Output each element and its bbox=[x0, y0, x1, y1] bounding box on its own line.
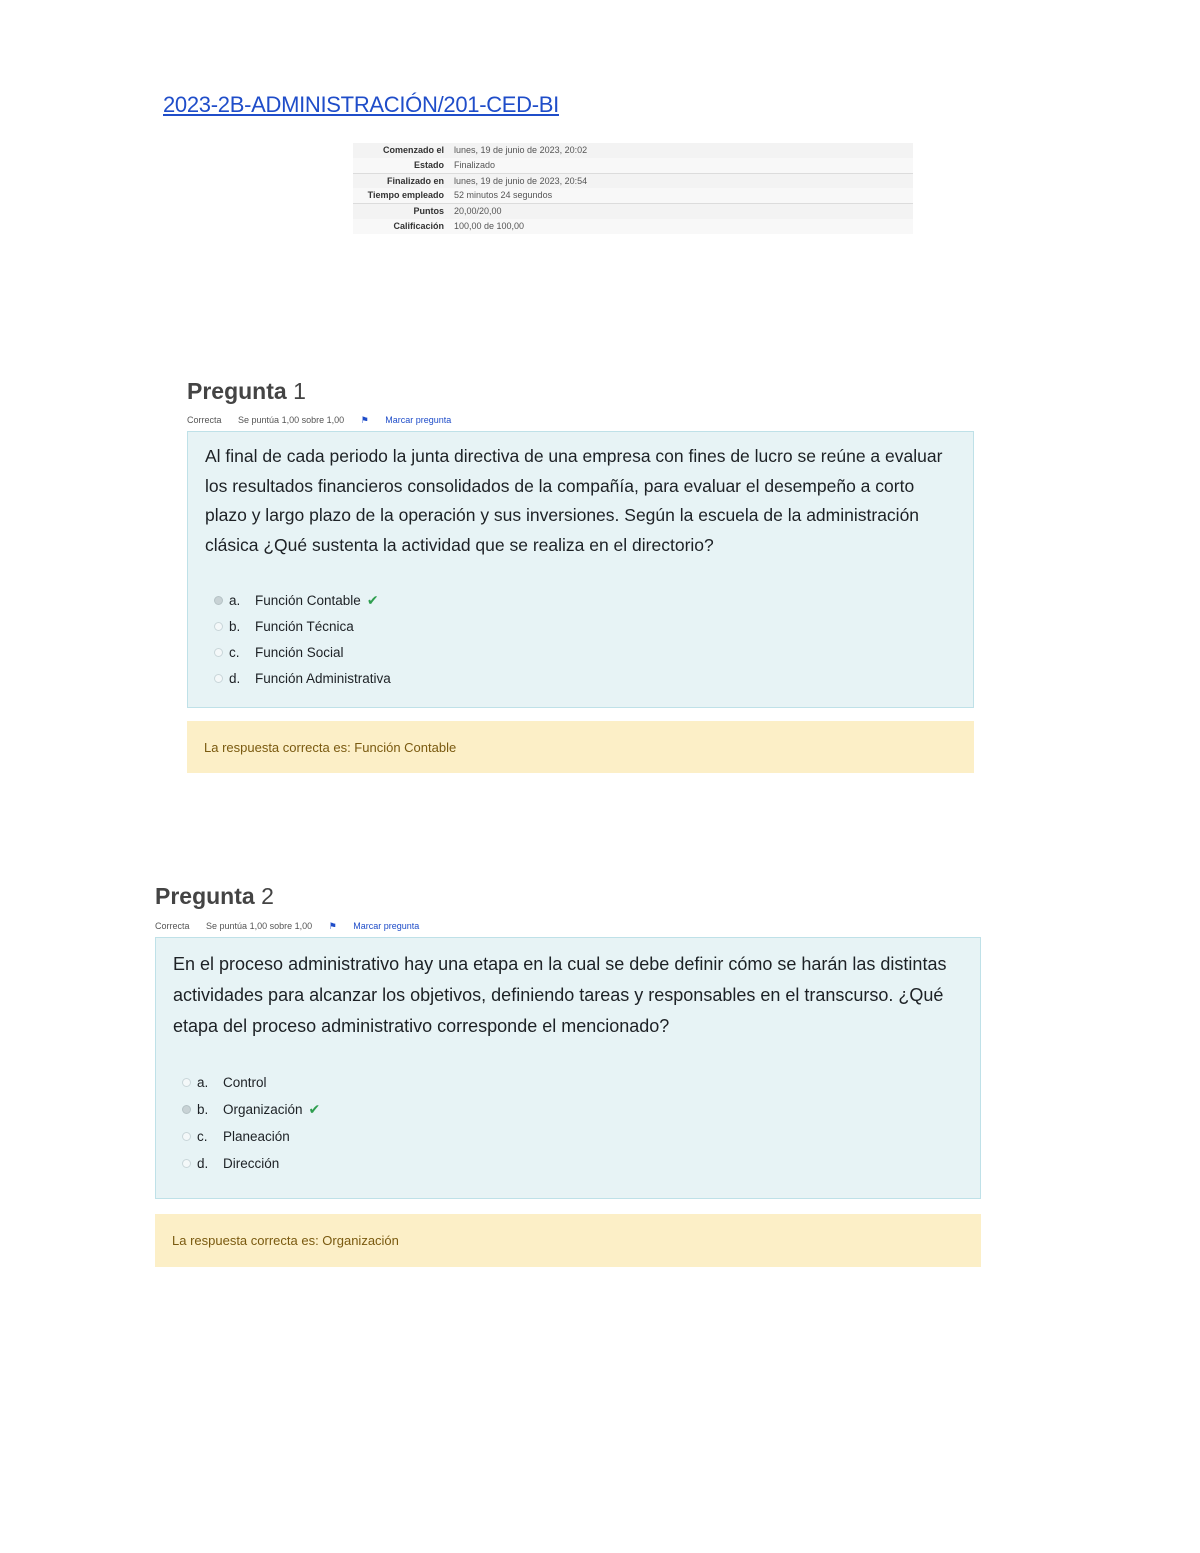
summary-label: Finalizado en bbox=[353, 173, 449, 188]
option-letter: d. bbox=[229, 670, 241, 686]
question-number: 1 bbox=[293, 378, 306, 404]
option-letter: b. bbox=[197, 1102, 209, 1117]
summary-label: Comenzado el bbox=[382, 145, 444, 155]
answer-option-a[interactable] bbox=[214, 588, 956, 614]
option-letter: c. bbox=[229, 644, 240, 660]
question-1-title bbox=[187, 378, 306, 405]
summary-value: 100,00 de 100,00 bbox=[454, 220, 525, 231]
summary-row bbox=[353, 173, 913, 188]
question-2-info bbox=[155, 921, 447, 932]
option-letter: c. bbox=[197, 1129, 208, 1144]
question-label: Pregunta bbox=[187, 378, 287, 404]
answer-options bbox=[182, 1069, 963, 1177]
question-2-box bbox=[155, 937, 981, 1199]
radio-icon[interactable] bbox=[214, 648, 223, 657]
radio-icon[interactable] bbox=[182, 1078, 191, 1087]
summary-value: lunes, 19 de junio de 2023, 20:02 bbox=[454, 145, 588, 155]
option-label: Dirección bbox=[223, 1156, 280, 1171]
answer-option-d[interactable] bbox=[182, 1150, 963, 1177]
summary-label: Estado bbox=[413, 159, 444, 170]
option-letter: b. bbox=[229, 619, 241, 635]
question-2-title bbox=[155, 883, 274, 910]
summary-label: Puntos bbox=[353, 204, 449, 219]
option-label: Función Administrativa bbox=[255, 670, 391, 686]
summary-label: Tiempo empleado bbox=[367, 190, 444, 201]
option-label: Control bbox=[223, 1075, 267, 1090]
correct-check-icon: ✔ bbox=[308, 1101, 321, 1117]
answer-option-d[interactable] bbox=[214, 665, 956, 691]
option-letter: a. bbox=[197, 1075, 209, 1090]
summary-value: Finalizado bbox=[454, 159, 496, 170]
radio-icon[interactable] bbox=[214, 622, 223, 631]
answer-option-b[interactable] bbox=[182, 1096, 963, 1123]
answer-option-b[interactable] bbox=[214, 614, 956, 640]
option-letter: d. bbox=[197, 1156, 209, 1171]
question-status: Correcta bbox=[187, 415, 222, 425]
question-1-box bbox=[187, 431, 974, 708]
question-text: En el proceso administrativo hay una etapa en la cual se debe definir cómo se harán las distintas actividades para alcanzar los objetivos, definiendo tareas y responsables en el transcurso. ¿Qué etapa del proceso administrativo corresponde el mencionado? bbox=[173, 954, 947, 1036]
summary-row bbox=[353, 188, 913, 203]
summary-row bbox=[353, 143, 913, 158]
option-label: Función Social bbox=[255, 644, 344, 660]
option-label: Planeación bbox=[223, 1129, 290, 1144]
question-score: Se puntúa 1,00 sobre 1,00 bbox=[206, 921, 313, 931]
question-label: Pregunta bbox=[155, 883, 255, 909]
option-label: Función Técnica bbox=[255, 619, 354, 635]
radio-selected-icon[interactable] bbox=[214, 596, 223, 605]
course-title-link[interactable]: 2023-2B-ADMINISTRACIÓN/201-CED-BI bbox=[163, 92, 559, 117]
question-text: Al final de cada periodo la junta directiva de una empresa con fines de lucro se reúne a evaluar los resultados financieros consolidados de la compañía, para evaluar el desempeño a corto plazo y largo plazo de la operación y sus inversiones. Según la escuela de la administración clásica ¿Qué sustenta la actividad que se realiza en el directorio? bbox=[205, 446, 943, 555]
summary-label: Calificación bbox=[393, 220, 444, 231]
question-1-feedback: La respuesta correcta es: Función Contable bbox=[187, 721, 974, 773]
question-1-info bbox=[187, 415, 479, 426]
summary-value: lunes, 19 de junio de 2023, 20:54 bbox=[449, 173, 913, 188]
flag-question-link[interactable] bbox=[361, 415, 466, 425]
radio-icon[interactable] bbox=[182, 1132, 191, 1141]
answer-option-a[interactable] bbox=[182, 1069, 963, 1096]
flag-label: Marcar pregunta bbox=[353, 921, 420, 931]
flag-label: Marcar pregunta bbox=[385, 415, 452, 425]
option-letter: a. bbox=[229, 593, 241, 609]
question-number: 2 bbox=[261, 883, 274, 909]
flag-icon: ⚑ bbox=[360, 415, 369, 425]
summary-row bbox=[353, 204, 913, 219]
question-2-feedback: La respuesta correcta es: Organización bbox=[155, 1214, 981, 1267]
summary-row bbox=[353, 219, 913, 234]
attempt-summary-table bbox=[353, 143, 913, 234]
answer-option-c[interactable] bbox=[182, 1123, 963, 1150]
radio-icon[interactable] bbox=[182, 1159, 191, 1168]
radio-icon[interactable] bbox=[214, 674, 223, 683]
summary-row bbox=[353, 158, 913, 173]
summary-value: 52 minutos 24 segundos bbox=[454, 190, 553, 201]
correct-check-icon: ✔ bbox=[366, 592, 379, 609]
flag-question-link[interactable] bbox=[329, 921, 434, 931]
option-label: Función Contable bbox=[255, 593, 361, 609]
question-status: Correcta bbox=[155, 921, 190, 931]
option-label: Organización bbox=[223, 1102, 303, 1117]
answer-options bbox=[214, 588, 956, 691]
flag-icon: ⚑ bbox=[328, 921, 337, 931]
answer-option-c[interactable] bbox=[214, 640, 956, 666]
question-score: Se puntúa 1,00 sobre 1,00 bbox=[238, 415, 345, 425]
summary-value: 20,00/20,00 bbox=[449, 204, 913, 219]
radio-selected-icon[interactable] bbox=[182, 1105, 191, 1114]
